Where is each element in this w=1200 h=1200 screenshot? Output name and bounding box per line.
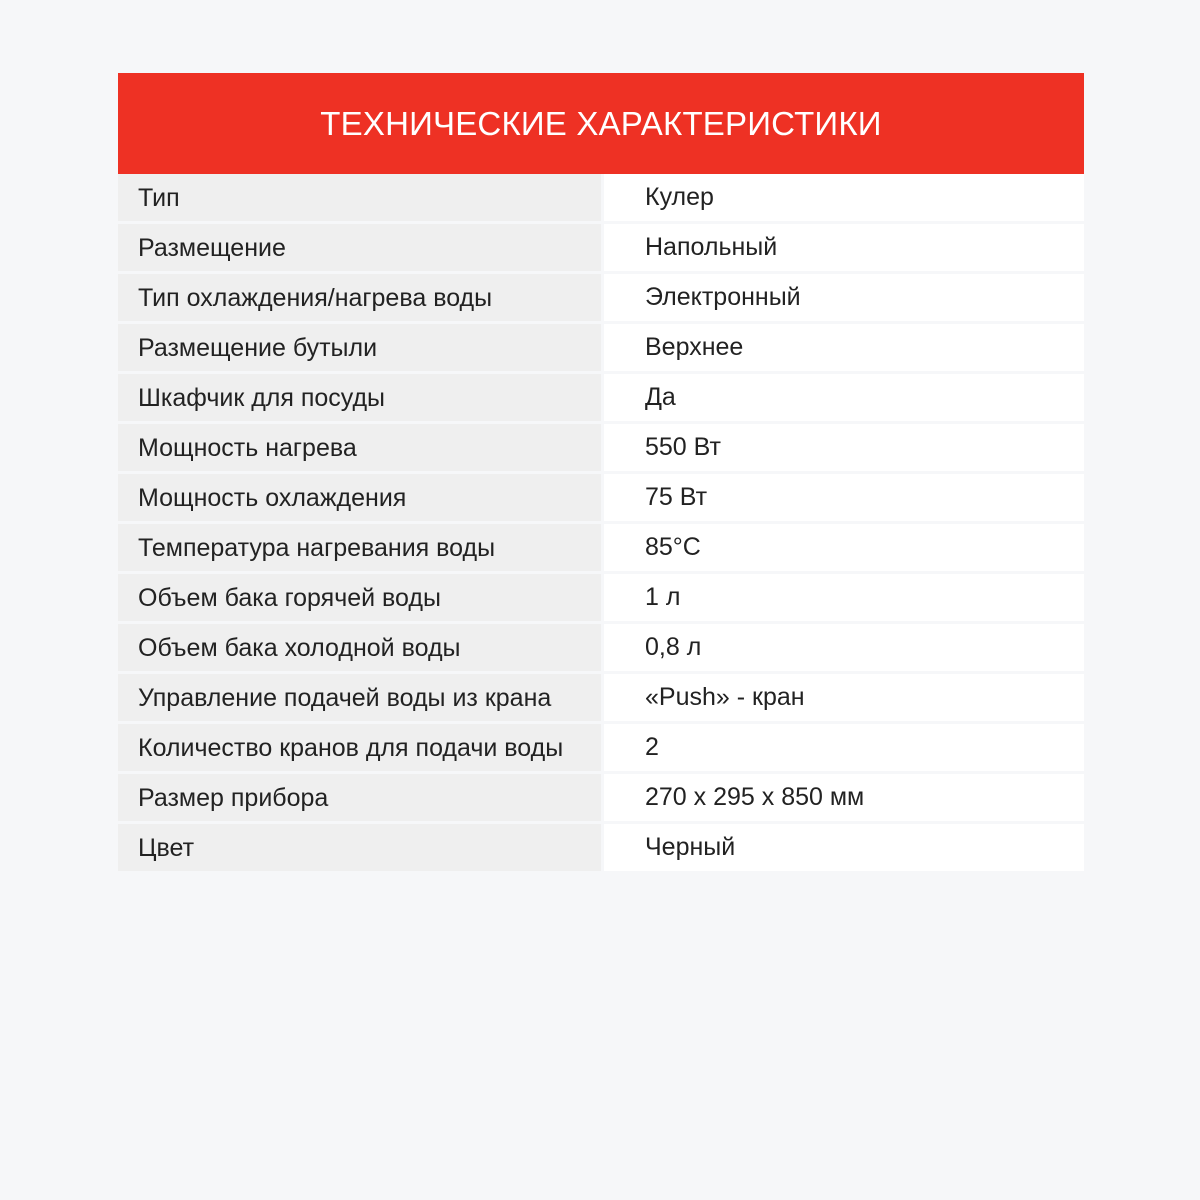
spec-value: Напольный	[604, 224, 1084, 271]
table-row	[118, 574, 1084, 624]
spec-name: Мощность охлаждения	[118, 474, 601, 521]
spec-value: Верхнее	[604, 324, 1084, 371]
spec-value: 2	[604, 724, 1084, 771]
spec-name: Размер прибора	[118, 774, 601, 821]
table-row	[118, 624, 1084, 674]
table-row	[118, 424, 1084, 474]
spec-value: Черный	[604, 824, 1084, 871]
spec-value: Да	[604, 374, 1084, 421]
spec-value: 1 л	[604, 574, 1084, 621]
spec-name: Объем бака холодной воды	[118, 624, 601, 671]
spec-name: Объем бака горячей воды	[118, 574, 601, 621]
spec-name: Размещение бутыли	[118, 324, 601, 371]
spec-header	[118, 73, 1084, 174]
spec-value: Кулер	[604, 174, 1084, 221]
table-row	[118, 274, 1084, 324]
table-row	[118, 774, 1084, 824]
table-row	[118, 524, 1084, 574]
table-row	[118, 374, 1084, 424]
spec-name: Управление подачей воды из крана	[118, 674, 601, 721]
spec-name: Тип охлаждения/нагрева воды	[118, 274, 601, 321]
spec-value: 85°C	[604, 524, 1084, 571]
spec-value: 0,8 л	[604, 624, 1084, 671]
table-row	[118, 224, 1084, 274]
spec-name: Размещение	[118, 224, 601, 271]
spec-value: 550 Вт	[604, 424, 1084, 471]
spec-title: ТЕХНИЧЕСКИЕ ХАРАКТЕРИСТИКИ	[320, 104, 882, 142]
table-row	[118, 174, 1084, 224]
spec-value: Электронный	[604, 274, 1084, 321]
spec-name: Тип	[118, 174, 601, 221]
spec-value: 75 Вт	[604, 474, 1084, 521]
spec-value: 270 x 295 x 850 мм	[604, 774, 1084, 821]
table-row	[118, 474, 1084, 524]
spec-value: «Push» - кран	[604, 674, 1084, 721]
spec-table	[118, 174, 1084, 874]
table-row	[118, 324, 1084, 374]
spec-name: Мощность нагрева	[118, 424, 601, 471]
spec-name: Цвет	[118, 824, 601, 871]
spec-card	[118, 73, 1084, 874]
spec-name: Шкафчик для посуды	[118, 374, 601, 421]
table-row	[118, 724, 1084, 774]
table-row	[118, 674, 1084, 724]
spec-name: Температура нагревания воды	[118, 524, 601, 571]
table-row	[118, 824, 1084, 874]
spec-name: Количество кранов для подачи воды	[118, 724, 601, 771]
